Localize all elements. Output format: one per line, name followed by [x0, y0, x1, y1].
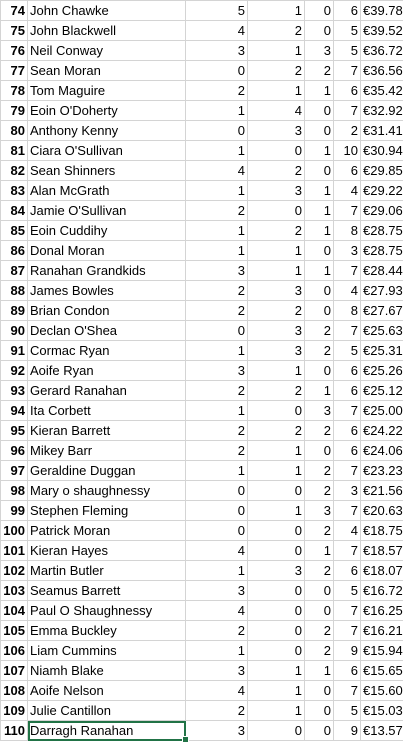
table-row	[1, 561, 403, 581]
col-b-cell[interactable]: 0	[248, 721, 305, 741]
col-c-cell[interactable]: 2	[305, 421, 334, 441]
col-b-cell[interactable]: 0	[248, 581, 305, 601]
col-b-cell[interactable]: 3	[248, 341, 305, 361]
rank-cell[interactable]: 97	[1, 461, 28, 481]
col-c-cell[interactable]: 1	[305, 541, 334, 561]
col-d-cell[interactable]: 6	[334, 441, 361, 461]
col-a-cell[interactable]: 0	[186, 501, 248, 521]
name-cell[interactable]: Stephen Fleming	[28, 501, 186, 521]
name-cell[interactable]: Emma Buckley	[28, 621, 186, 641]
col-b-cell[interactable]: 0	[248, 621, 305, 641]
rank-cell[interactable]: 77	[1, 61, 28, 81]
amount-cell[interactable]: €39.78	[361, 1, 403, 21]
name-cell[interactable]: Mikey Barr	[28, 441, 186, 461]
col-a-cell[interactable]: 1	[186, 221, 248, 241]
col-d-cell[interactable]: 7	[334, 261, 361, 281]
col-b-cell[interactable]: 1	[248, 501, 305, 521]
amount-cell[interactable]: €16.25	[361, 601, 403, 621]
col-d-cell[interactable]: 4	[334, 281, 361, 301]
col-c-cell[interactable]: 1	[305, 661, 334, 681]
table-row	[1, 81, 403, 101]
amount-cell[interactable]: €28.44	[361, 261, 403, 281]
col-c-cell[interactable]: 3	[305, 41, 334, 61]
col-c-cell[interactable]: 1	[305, 141, 334, 161]
col-b-cell[interactable]: 0	[248, 641, 305, 661]
rank-cell[interactable]: 93	[1, 381, 28, 401]
col-a-cell[interactable]: 2	[186, 281, 248, 301]
name-cell[interactable]: Niamh Blake	[28, 661, 186, 681]
name-cell[interactable]: Sean Moran	[28, 61, 186, 81]
rank-cell[interactable]: 94	[1, 401, 28, 421]
col-b-cell[interactable]: 3	[248, 121, 305, 141]
col-d-cell[interactable]: 9	[334, 721, 361, 741]
rank-cell[interactable]: 88	[1, 281, 28, 301]
col-c-cell[interactable]: 2	[305, 621, 334, 641]
col-a-cell[interactable]: 1	[186, 401, 248, 421]
name-cell[interactable]: Eoin Cuddihy	[28, 221, 186, 241]
col-c-cell[interactable]: 0	[305, 581, 334, 601]
col-b-cell[interactable]: 2	[248, 21, 305, 41]
col-d-cell[interactable]: 7	[334, 101, 361, 121]
col-a-cell[interactable]: 3	[186, 581, 248, 601]
col-a-cell[interactable]: 4	[186, 161, 248, 181]
table-row	[1, 641, 403, 661]
rank-cell[interactable]: 101	[1, 541, 28, 561]
table-row	[1, 621, 403, 641]
rank-cell[interactable]: 91	[1, 341, 28, 361]
col-b-cell[interactable]: 0	[248, 141, 305, 161]
name-cell[interactable]: Julie Cantillon	[28, 701, 186, 721]
amount-cell[interactable]: €15.94	[361, 641, 403, 661]
col-c-cell[interactable]: 0	[305, 301, 334, 321]
col-a-cell[interactable]: 2	[186, 421, 248, 441]
col-b-cell[interactable]: 2	[248, 381, 305, 401]
name-cell[interactable]: Ita Corbett	[28, 401, 186, 421]
col-a-cell[interactable]: 3	[186, 361, 248, 381]
name-cell[interactable]: Brian Condon	[28, 301, 186, 321]
col-d-cell[interactable]: 7	[334, 401, 361, 421]
amount-cell[interactable]: €16.21	[361, 621, 403, 641]
rank-cell[interactable]: 103	[1, 581, 28, 601]
amount-cell[interactable]: €27.93	[361, 281, 403, 301]
col-a-cell[interactable]: 0	[186, 521, 248, 541]
col-d-cell[interactable]: 7	[334, 681, 361, 701]
name-cell[interactable]: Darragh Ranahan	[28, 721, 186, 741]
col-a-cell[interactable]: 2	[186, 201, 248, 221]
col-d-cell[interactable]: 3	[334, 241, 361, 261]
rank-cell[interactable]: 106	[1, 641, 28, 661]
col-b-cell[interactable]: 1	[248, 361, 305, 381]
col-c-cell[interactable]: 2	[305, 641, 334, 661]
col-c-cell[interactable]: 0	[305, 721, 334, 741]
name-cell[interactable]: Anthony Kenny	[28, 121, 186, 141]
col-d-cell[interactable]: 5	[334, 21, 361, 41]
name-cell[interactable]: Gerard Ranahan	[28, 381, 186, 401]
amount-cell[interactable]: €39.52	[361, 21, 403, 41]
rank-cell[interactable]: 80	[1, 121, 28, 141]
rank-cell[interactable]: 92	[1, 361, 28, 381]
col-d-cell[interactable]: 6	[334, 1, 361, 21]
rank-cell[interactable]: 84	[1, 201, 28, 221]
col-d-cell[interactable]: 5	[334, 701, 361, 721]
col-a-cell[interactable]: 1	[186, 641, 248, 661]
col-a-cell[interactable]: 0	[186, 121, 248, 141]
col-a-cell[interactable]: 3	[186, 661, 248, 681]
col-d-cell[interactable]: 6	[334, 421, 361, 441]
col-c-cell[interactable]: 1	[305, 181, 334, 201]
col-b-cell[interactable]: 0	[248, 401, 305, 421]
col-b-cell[interactable]: 1	[248, 661, 305, 681]
col-d-cell[interactable]: 5	[334, 341, 361, 361]
col-b-cell[interactable]: 1	[248, 681, 305, 701]
table-row	[1, 341, 403, 361]
col-a-cell[interactable]: 2	[186, 381, 248, 401]
rank-cell[interactable]: 110	[1, 721, 28, 741]
col-a-cell[interactable]: 0	[186, 481, 248, 501]
col-a-cell[interactable]: 1	[186, 101, 248, 121]
col-c-cell[interactable]: 3	[305, 501, 334, 521]
table-row	[1, 401, 403, 421]
amount-cell[interactable]: €29.06	[361, 201, 403, 221]
amount-cell[interactable]: €18.75	[361, 521, 403, 541]
name-cell[interactable]: John Chawke	[28, 1, 186, 21]
col-a-cell[interactable]: 2	[186, 81, 248, 101]
col-d-cell[interactable]: 6	[334, 661, 361, 681]
table-row	[1, 1, 403, 21]
table-row	[1, 481, 403, 501]
col-d-cell[interactable]: 3	[334, 481, 361, 501]
rank-cell[interactable]: 108	[1, 681, 28, 701]
name-cell[interactable]: Neil Conway	[28, 41, 186, 61]
col-d-cell[interactable]: 7	[334, 501, 361, 521]
table-row	[1, 161, 403, 181]
col-b-cell[interactable]: 2	[248, 221, 305, 241]
rank-cell[interactable]: 81	[1, 141, 28, 161]
col-b-cell[interactable]: 0	[248, 601, 305, 621]
col-c-cell[interactable]: 2	[305, 461, 334, 481]
name-cell[interactable]: James Bowles	[28, 281, 186, 301]
col-b-cell[interactable]: 3	[248, 281, 305, 301]
amount-cell[interactable]: €28.75	[361, 241, 403, 261]
amount-cell[interactable]: €21.56	[361, 481, 403, 501]
table-row	[1, 501, 403, 521]
amount-cell[interactable]: €15.03	[361, 701, 403, 721]
rank-cell[interactable]: 105	[1, 621, 28, 641]
name-cell[interactable]: Tom Maguire	[28, 81, 186, 101]
rank-cell[interactable]: 98	[1, 481, 28, 501]
amount-cell[interactable]: €18.57	[361, 541, 403, 561]
col-c-cell[interactable]: 0	[305, 281, 334, 301]
rank-cell[interactable]: 107	[1, 661, 28, 681]
col-b-cell[interactable]: 1	[248, 461, 305, 481]
name-cell[interactable]: Kieran Hayes	[28, 541, 186, 561]
col-d-cell[interactable]: 6	[334, 81, 361, 101]
col-a-cell[interactable]: 1	[186, 561, 248, 581]
col-c-cell[interactable]: 0	[305, 701, 334, 721]
col-c-cell[interactable]: 0	[305, 1, 334, 21]
amount-cell[interactable]: €15.60	[361, 681, 403, 701]
col-a-cell[interactable]: 4	[186, 601, 248, 621]
col-b-cell[interactable]: 1	[248, 1, 305, 21]
col-d-cell[interactable]: 7	[334, 601, 361, 621]
col-d-cell[interactable]: 4	[334, 521, 361, 541]
table-row	[1, 461, 403, 481]
name-cell[interactable]: Martin Butler	[28, 561, 186, 581]
amount-cell[interactable]: €36.56	[361, 61, 403, 81]
col-c-cell[interactable]: 0	[305, 101, 334, 121]
rank-cell[interactable]: 87	[1, 261, 28, 281]
col-b-cell[interactable]: 1	[248, 261, 305, 281]
rank-cell[interactable]: 109	[1, 701, 28, 721]
col-b-cell[interactable]: 0	[248, 541, 305, 561]
col-c-cell[interactable]: 2	[305, 61, 334, 81]
table-row	[1, 541, 403, 561]
col-d-cell[interactable]: 6	[334, 381, 361, 401]
col-d-cell[interactable]: 8	[334, 221, 361, 241]
col-c-cell[interactable]: 2	[305, 561, 334, 581]
col-a-cell[interactable]: 5	[186, 1, 248, 21]
table-row	[1, 101, 403, 121]
col-c-cell[interactable]: 1	[305, 221, 334, 241]
amount-cell[interactable]: €28.75	[361, 221, 403, 241]
col-c-cell[interactable]: 2	[305, 321, 334, 341]
col-d-cell[interactable]: 5	[334, 41, 361, 61]
table-row	[1, 21, 403, 41]
col-c-cell[interactable]: 0	[305, 601, 334, 621]
col-a-cell[interactable]: 2	[186, 621, 248, 641]
col-d-cell[interactable]: 7	[334, 621, 361, 641]
name-cell[interactable]: Paul O Shaughnessy	[28, 601, 186, 621]
col-a-cell[interactable]: 1	[186, 181, 248, 201]
col-c-cell[interactable]: 0	[305, 21, 334, 41]
name-cell[interactable]: Eoin O'Doherty	[28, 101, 186, 121]
col-b-cell[interactable]: 2	[248, 61, 305, 81]
col-a-cell[interactable]: 2	[186, 441, 248, 461]
amount-cell[interactable]: €31.41	[361, 121, 403, 141]
col-a-cell[interactable]: 1	[186, 341, 248, 361]
col-c-cell[interactable]: 2	[305, 481, 334, 501]
col-d-cell[interactable]: 6	[334, 161, 361, 181]
table-row	[1, 701, 403, 721]
rank-cell[interactable]: 86	[1, 241, 28, 261]
rank-cell[interactable]: 82	[1, 161, 28, 181]
name-cell[interactable]: Cormac Ryan	[28, 341, 186, 361]
name-cell[interactable]: Jamie O'Sullivan	[28, 201, 186, 221]
col-d-cell[interactable]: 4	[334, 181, 361, 201]
amount-cell[interactable]: €24.06	[361, 441, 403, 461]
col-c-cell[interactable]: 0	[305, 161, 334, 181]
table-row	[1, 301, 403, 321]
col-d-cell[interactable]: 10	[334, 141, 361, 161]
col-c-cell[interactable]: 0	[305, 361, 334, 381]
rank-cell[interactable]: 75	[1, 21, 28, 41]
name-cell[interactable]: Kieran Barrett	[28, 421, 186, 441]
name-cell[interactable]: Aoife Ryan	[28, 361, 186, 381]
table-row	[1, 281, 403, 301]
col-c-cell[interactable]: 2	[305, 341, 334, 361]
amount-cell[interactable]: €25.63	[361, 321, 403, 341]
name-cell[interactable]: Ranahan Grandkids	[28, 261, 186, 281]
col-b-cell[interactable]: 2	[248, 301, 305, 321]
col-b-cell[interactable]: 1	[248, 41, 305, 61]
amount-cell[interactable]: €25.31	[361, 341, 403, 361]
col-c-cell[interactable]: 0	[305, 241, 334, 261]
table-row	[1, 521, 403, 541]
col-d-cell[interactable]: 9	[334, 641, 361, 661]
col-d-cell[interactable]: 7	[334, 61, 361, 81]
name-cell[interactable]: Donal Moran	[28, 241, 186, 261]
col-d-cell[interactable]: 7	[334, 461, 361, 481]
col-b-cell[interactable]: 1	[248, 81, 305, 101]
rank-cell[interactable]: 85	[1, 221, 28, 241]
col-b-cell[interactable]: 1	[248, 701, 305, 721]
amount-cell[interactable]: €25.00	[361, 401, 403, 421]
name-cell[interactable]: Geraldine Duggan	[28, 461, 186, 481]
table-row	[1, 201, 403, 221]
col-d-cell[interactable]: 5	[334, 581, 361, 601]
col-b-cell[interactable]: 2	[248, 161, 305, 181]
name-cell[interactable]: Mary o shaughnessy	[28, 481, 186, 501]
name-cell[interactable]: Aoife Nelson	[28, 681, 186, 701]
col-c-cell[interactable]: 2	[305, 521, 334, 541]
col-b-cell[interactable]: 4	[248, 101, 305, 121]
amount-cell[interactable]: €23.23	[361, 461, 403, 481]
name-cell[interactable]: Alan McGrath	[28, 181, 186, 201]
col-d-cell[interactable]: 7	[334, 541, 361, 561]
col-a-cell[interactable]: 3	[186, 261, 248, 281]
table-row	[1, 181, 403, 201]
col-d-cell[interactable]: 6	[334, 561, 361, 581]
table-row	[1, 121, 403, 141]
rank-cell[interactable]: 100	[1, 521, 28, 541]
table-row	[1, 221, 403, 241]
name-cell[interactable]: Liam Cummins	[28, 641, 186, 661]
rank-cell[interactable]: 102	[1, 561, 28, 581]
col-c-cell[interactable]: 0	[305, 121, 334, 141]
table-body	[1, 1, 403, 741]
rank-cell[interactable]: 90	[1, 321, 28, 341]
col-a-cell[interactable]: 1	[186, 461, 248, 481]
amount-cell[interactable]: €30.94	[361, 141, 403, 161]
rank-cell[interactable]: 95	[1, 421, 28, 441]
amount-cell[interactable]: €13.57	[361, 721, 403, 741]
col-b-cell[interactable]: 0	[248, 201, 305, 221]
amount-cell[interactable]: €18.07	[361, 561, 403, 581]
table-row	[1, 441, 403, 461]
col-a-cell[interactable]: 3	[186, 41, 248, 61]
table-row	[1, 361, 403, 381]
rank-cell[interactable]: 83	[1, 181, 28, 201]
amount-cell[interactable]: €20.63	[361, 501, 403, 521]
rank-cell[interactable]: 96	[1, 441, 28, 461]
rank-cell[interactable]: 79	[1, 101, 28, 121]
table-row	[1, 721, 403, 741]
rank-cell[interactable]: 74	[1, 1, 28, 21]
col-b-cell[interactable]: 3	[248, 321, 305, 341]
table-row	[1, 61, 403, 81]
col-a-cell[interactable]: 0	[186, 61, 248, 81]
col-a-cell[interactable]: 2	[186, 701, 248, 721]
amount-cell[interactable]: €16.72	[361, 581, 403, 601]
col-a-cell[interactable]: 1	[186, 241, 248, 261]
table-row	[1, 241, 403, 261]
col-a-cell[interactable]: 3	[186, 721, 248, 741]
col-d-cell[interactable]: 7	[334, 201, 361, 221]
table-row	[1, 321, 403, 341]
table-row	[1, 41, 403, 61]
amount-cell[interactable]: €25.12	[361, 381, 403, 401]
amount-cell[interactable]: €29.22	[361, 181, 403, 201]
col-b-cell[interactable]: 3	[248, 181, 305, 201]
col-c-cell[interactable]: 1	[305, 201, 334, 221]
col-c-cell[interactable]: 0	[305, 441, 334, 461]
amount-cell[interactable]: €15.65	[361, 661, 403, 681]
col-a-cell[interactable]: 0	[186, 321, 248, 341]
name-cell[interactable]: Patrick Moran	[28, 521, 186, 541]
col-c-cell[interactable]: 0	[305, 681, 334, 701]
amount-cell[interactable]: €25.26	[361, 361, 403, 381]
table-row	[1, 681, 403, 701]
amount-cell[interactable]: €29.85	[361, 161, 403, 181]
amount-cell[interactable]: €32.92	[361, 101, 403, 121]
fill-handle-icon[interactable]	[182, 736, 189, 743]
col-d-cell[interactable]: 8	[334, 301, 361, 321]
col-d-cell[interactable]: 6	[334, 361, 361, 381]
name-cell[interactable]: Declan O'Shea	[28, 321, 186, 341]
col-a-cell[interactable]: 1	[186, 141, 248, 161]
col-b-cell[interactable]: 3	[248, 561, 305, 581]
table-row	[1, 261, 403, 281]
col-b-cell[interactable]: 2	[248, 421, 305, 441]
col-c-cell[interactable]: 3	[305, 401, 334, 421]
rank-cell[interactable]: 76	[1, 41, 28, 61]
col-b-cell[interactable]: 1	[248, 441, 305, 461]
amount-cell[interactable]: €24.22	[361, 421, 403, 441]
rank-cell[interactable]: 99	[1, 501, 28, 521]
rank-cell[interactable]: 78	[1, 81, 28, 101]
amount-cell[interactable]: €36.72	[361, 41, 403, 61]
table-row	[1, 141, 403, 161]
name-cell[interactable]: John Blackwell	[28, 21, 186, 41]
amount-cell[interactable]: €35.42	[361, 81, 403, 101]
col-b-cell[interactable]: 0	[248, 521, 305, 541]
rank-cell[interactable]: 104	[1, 601, 28, 621]
col-a-cell[interactable]: 4	[186, 21, 248, 41]
table-row	[1, 421, 403, 441]
table-row	[1, 601, 403, 621]
col-d-cell[interactable]: 2	[334, 121, 361, 141]
name-cell[interactable]: Sean Shinners	[28, 161, 186, 181]
col-c-cell[interactable]: 1	[305, 81, 334, 101]
table-row	[1, 381, 403, 401]
col-b-cell[interactable]: 0	[248, 481, 305, 501]
col-c-cell[interactable]: 1	[305, 381, 334, 401]
table-row	[1, 581, 403, 601]
amount-cell[interactable]: €27.67	[361, 301, 403, 321]
col-a-cell[interactable]: 4	[186, 541, 248, 561]
col-c-cell[interactable]: 1	[305, 261, 334, 281]
name-cell[interactable]: Ciara O'Sullivan	[28, 141, 186, 161]
table-row	[1, 661, 403, 681]
col-d-cell[interactable]: 7	[334, 321, 361, 341]
rank-cell[interactable]: 89	[1, 301, 28, 321]
name-cell[interactable]: Seamus Barrett	[28, 581, 186, 601]
col-a-cell[interactable]: 4	[186, 681, 248, 701]
col-a-cell[interactable]: 2	[186, 301, 248, 321]
col-b-cell[interactable]: 1	[248, 241, 305, 261]
